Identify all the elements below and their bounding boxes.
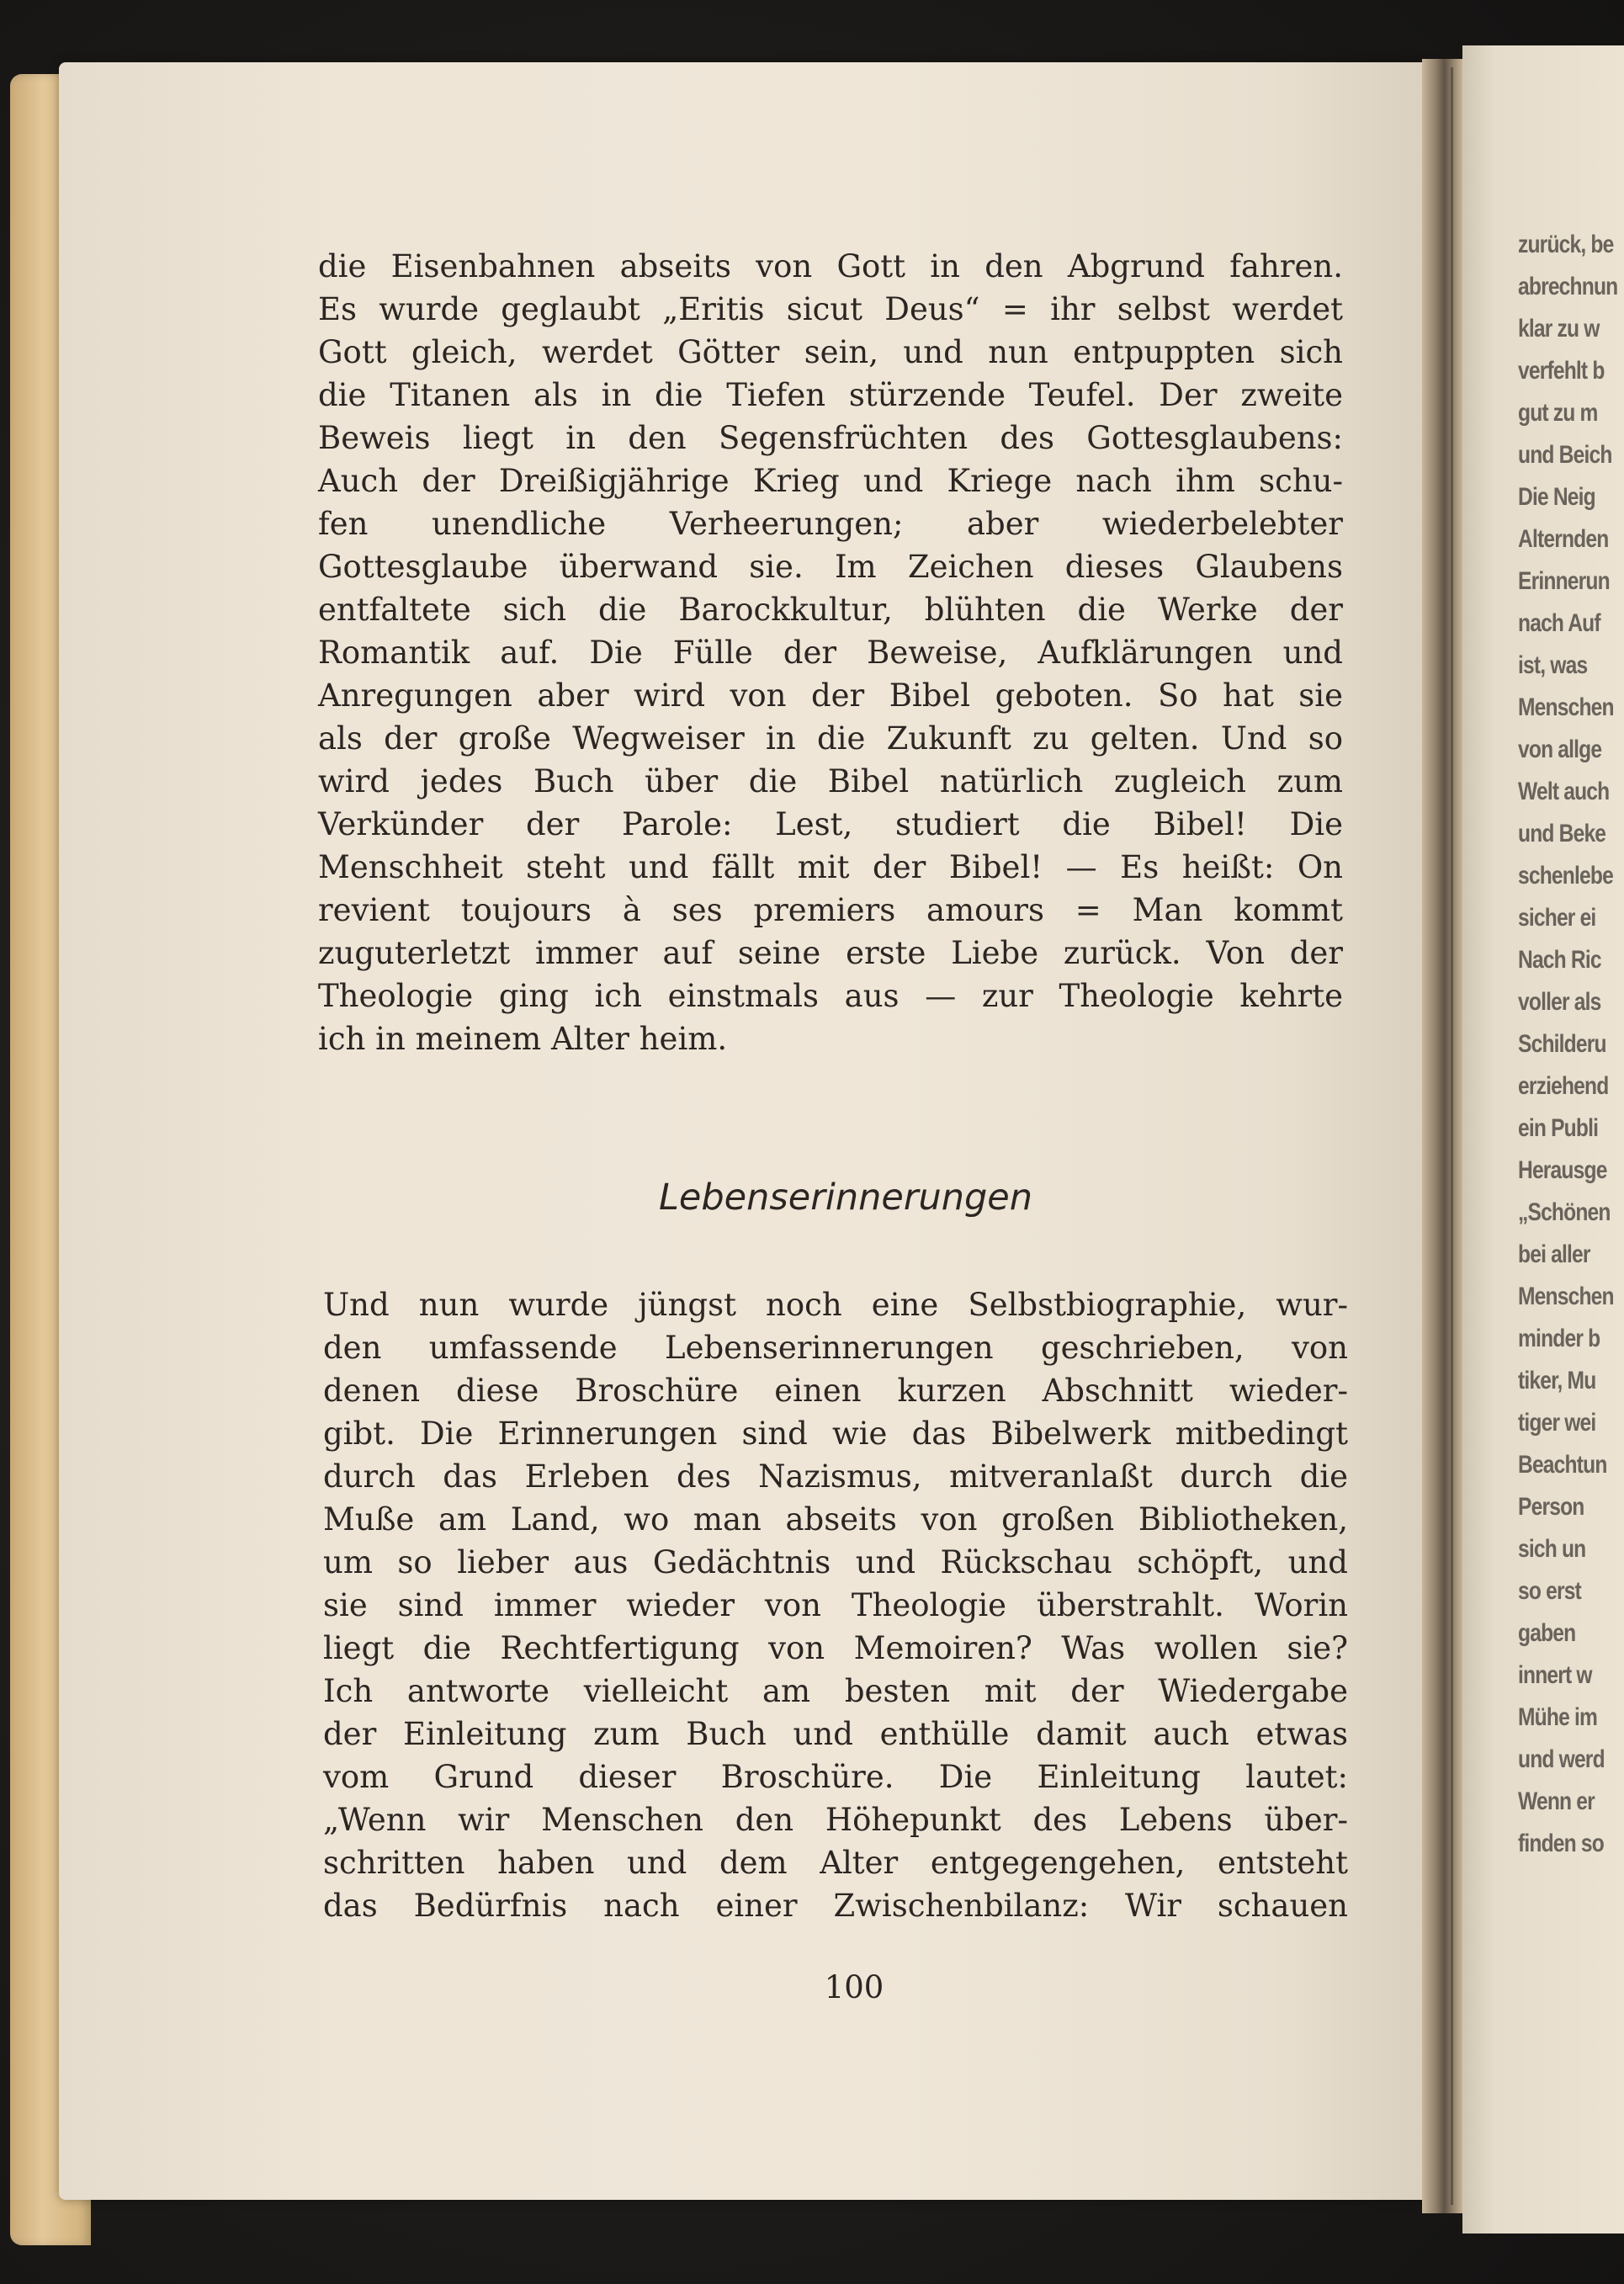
facing-page-fragment: zurück, be (1518, 231, 1614, 258)
text-line: zuguterletzt immer auf seine erste Liebe zurück. Von der (318, 935, 1343, 971)
facing-page-fragment: Person (1518, 1493, 1584, 1521)
text-line: Es wurde geglaubt „Eritis sicut Deus“ = ihr selbst werdet (318, 291, 1343, 327)
text-line: Muße am Land, wo man abseits von großen Bibliotheken, (323, 1501, 1348, 1538)
text-line: um so lieber aus Gedächtnis und Rückschau schöpft, und (323, 1544, 1348, 1580)
text-line: der Einleitung zum Buch und enthülle damit auch etwas (323, 1716, 1348, 1752)
text-line: Gottesglaube überwand sie. Im Zeichen dieses Glaubens (318, 549, 1343, 585)
facing-page-fragment: Nach Ric (1518, 946, 1601, 974)
facing-page-fragment: innert w (1518, 1661, 1592, 1689)
text-line: Anregungen aber wird von der Bibel geboten. So hat sie (318, 677, 1343, 714)
facing-page-fragment: finden so (1518, 1830, 1604, 1857)
page-number (0, 1969, 1624, 2005)
facing-page-fragment: und werd (1518, 1745, 1605, 1773)
section-heading (0, 1177, 1624, 1219)
text-line: Romantik auf. Die Fülle der Beweise, Aufklärungen und (318, 635, 1343, 671)
text-line: Menschheit steht und fällt mit der Bibel! — Es heißt: On (318, 849, 1343, 885)
facing-page-fragment: und Beke (1518, 820, 1606, 847)
text-line: entfaltete sich die Barockkultur, blühten die Werke der (318, 592, 1343, 628)
text-line: denen diese Broschüre einen kurzen Abschnitt wieder- (323, 1373, 1348, 1409)
facing-page-fragment: bei aller (1518, 1240, 1590, 1268)
facing-page-fragment: minder b (1518, 1325, 1600, 1352)
facing-page-fragment: tiker, Mu (1518, 1367, 1596, 1394)
text-line: Beweis liegt in den Segensfrüchten des Gottesglaubens: (318, 420, 1343, 456)
text-line: Theologie ging ich einstmals aus — zur Theologie kehrte (318, 978, 1343, 1014)
facing-page-fragment: Erinnerun (1518, 567, 1610, 595)
text-line: Ich antworte vielleicht am besten mit der Wiedergabe (323, 1673, 1348, 1709)
text-line: Verkünder der Parole: Lest, studiert die Bibel! Die (318, 806, 1343, 842)
facing-page-fragment: Schilderu (1518, 1030, 1606, 1058)
facing-page-fragment: so erst (1518, 1577, 1581, 1605)
facing-page-fragment: Alternden (1518, 525, 1609, 553)
text-line: wird jedes Buch über die Bibel natürlich zugleich zum (318, 763, 1343, 799)
facing-page-fragment: „Schönen (1518, 1198, 1611, 1226)
section-heading-text: Lebenserinnerungen (658, 1177, 1033, 1219)
facing-page-fragment: Die Neig (1518, 483, 1595, 511)
text-line: schritten haben und dem Alter entgegengehen, entsteht (323, 1845, 1348, 1881)
facing-page-fragment: tiger wei (1518, 1409, 1596, 1437)
facing-page-fragment: erziehend (1518, 1072, 1609, 1100)
facing-page-fragment: gut zu m (1518, 399, 1598, 427)
text-line: Gott gleich, werdet Götter sein, und nun entpuppten sich (318, 334, 1343, 370)
text-line: gibt. Die Erinnerungen sind wie das Bibelwerk mitbedingt (323, 1416, 1348, 1452)
facing-page-fragment: abrechnun (1518, 273, 1618, 300)
text-line: vom Grund dieser Broschüre. Die Einleitung lautet: (323, 1759, 1348, 1795)
text-line: fen unendliche Verheerungen; aber wiederbelebter (318, 506, 1343, 542)
facing-page-fragment: Menschen (1518, 1283, 1614, 1310)
facing-page-fragment: Welt auch (1518, 778, 1610, 805)
text-line: das Bedürfnis nach einer Zwischenbilanz: Wir schauen (323, 1888, 1348, 1924)
text-line: den umfassende Lebenserinnerungen geschrieben, von (323, 1330, 1348, 1366)
facing-page-fragment: klar zu w (1518, 315, 1600, 343)
facing-page-fragment: Wenn er (1518, 1787, 1595, 1815)
text-line: liegt die Rechtfertigung von Memoiren? Was wollen sie? (323, 1630, 1348, 1666)
facing-page-fragment: Mühe im (1518, 1703, 1598, 1731)
text-line: ich in meinem Alter heim. (318, 1021, 728, 1057)
facing-page-fragment: ist, was (1518, 651, 1588, 679)
facing-page-fragment: gaben (1518, 1619, 1576, 1647)
text-line: „Wenn wir Menschen den Höhepunkt des Lebens über- (323, 1802, 1348, 1838)
text-line: als der große Wegweiser in die Zukunft zu gelten. Und so (318, 720, 1343, 757)
text-line: revient toujours à ses premiers amours = Man kommt (318, 892, 1343, 928)
facing-page (1462, 45, 1624, 2234)
facing-page-fragment: Herausge (1518, 1156, 1607, 1184)
page-number-text: 100 (824, 1969, 884, 2005)
text-line: durch das Erleben des Nazismus, mitveranlaßt durch die (323, 1458, 1348, 1495)
facing-page-fragment: und Beich (1518, 441, 1612, 469)
text-line: die Titanen als in die Tiefen stürzende Teufel. Der zweite (318, 377, 1343, 413)
facing-page-fragment: sich un (1518, 1535, 1586, 1563)
facing-page-fragment: sicher ei (1518, 904, 1596, 932)
text-line: sie sind immer wieder von Theologie überstrahlt. Worin (323, 1587, 1348, 1623)
binding-shadow (1451, 67, 1453, 2205)
text-line: die Eisenbahnen abseits von Gott in den Abgrund fahren. (318, 248, 1343, 284)
facing-page-fragment: von allge (1518, 736, 1602, 763)
facing-page-fragment: Beachtun (1518, 1451, 1607, 1479)
facing-page-fragment: ein Publi (1518, 1114, 1599, 1142)
facing-page-fragment: schenlebe (1518, 862, 1613, 890)
text-line: Und nun wurde jüngst noch eine Selbstbiographie, wur- (323, 1287, 1348, 1323)
facing-page-fragment: verfehlt b (1518, 357, 1605, 385)
facing-page-fragment: Menschen (1518, 693, 1614, 721)
facing-page-fragment: voller als (1518, 988, 1601, 1016)
text-line: Auch der Dreißigjährige Krieg und Kriege nach ihm schu- (318, 463, 1343, 499)
book-gutter (1422, 59, 1462, 2213)
facing-page-fragment: nach Auf (1518, 609, 1600, 637)
